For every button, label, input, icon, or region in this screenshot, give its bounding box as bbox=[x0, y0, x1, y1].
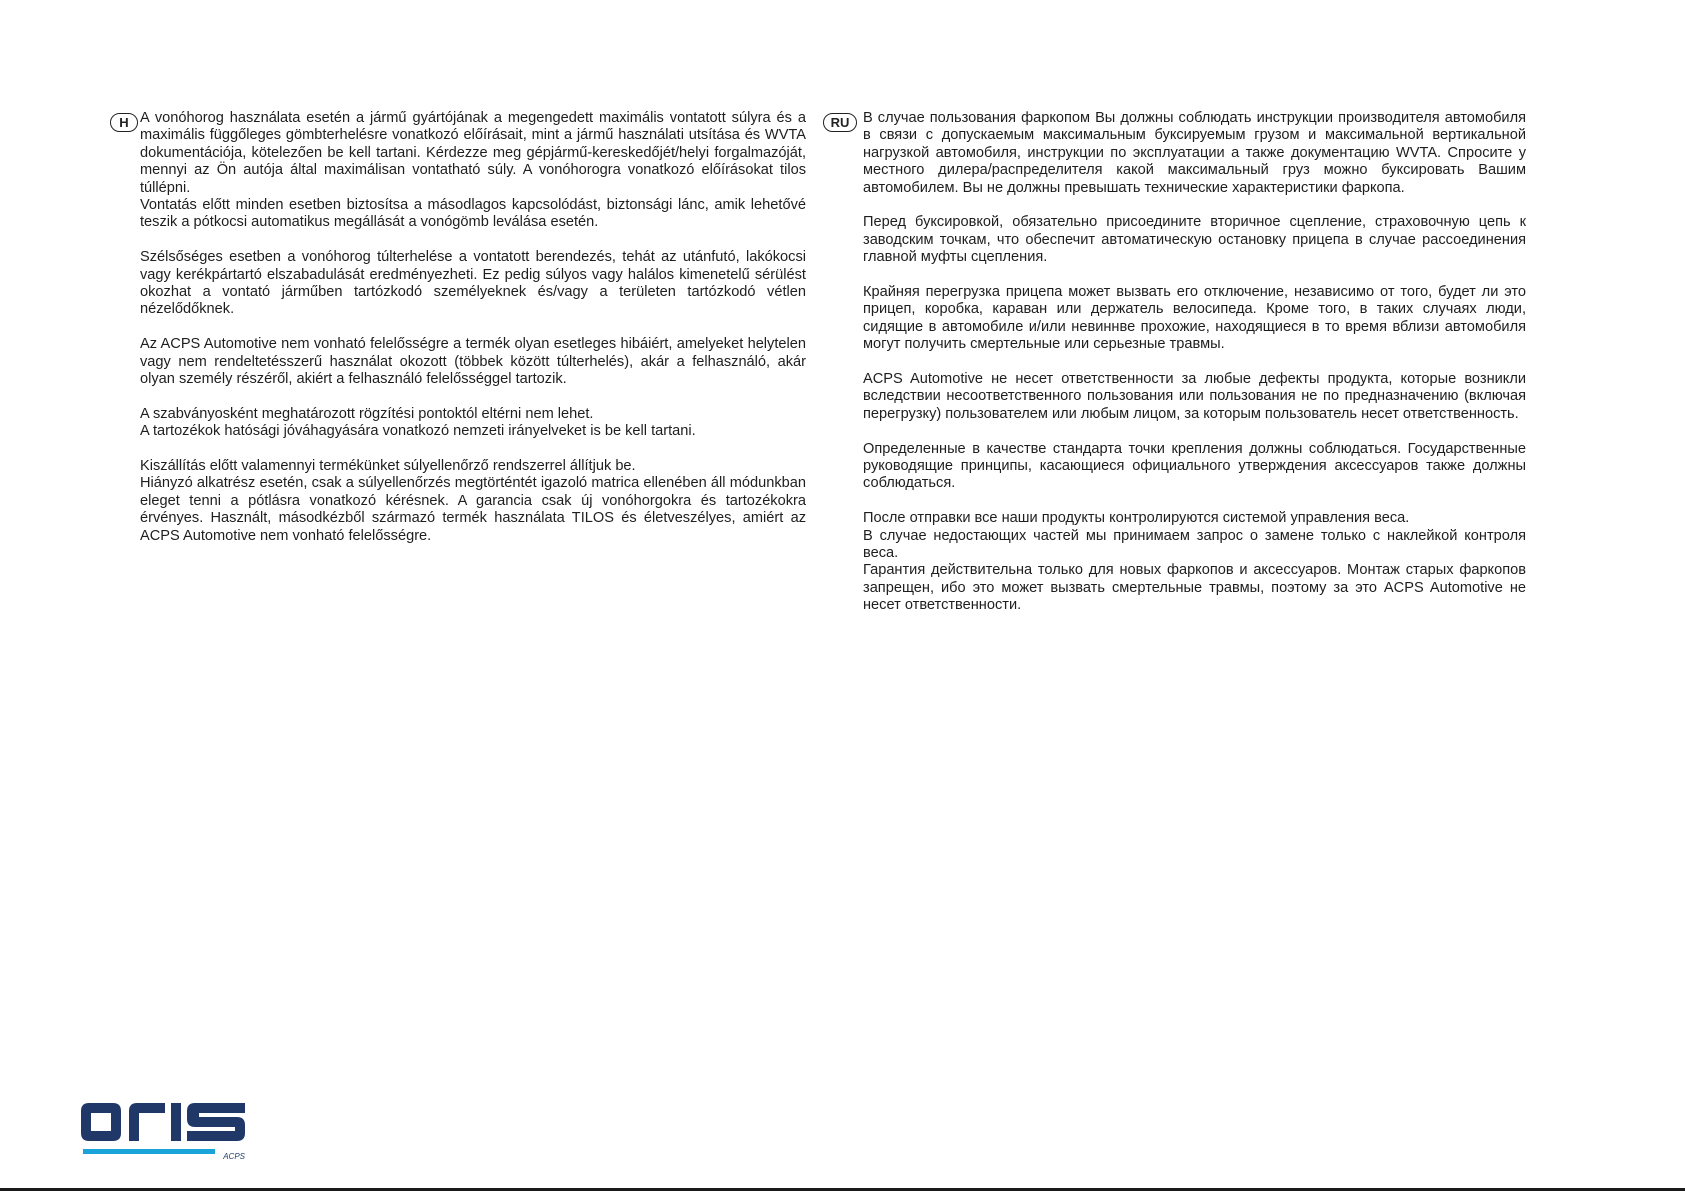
russian-section bbox=[830, 110, 1526, 632]
hungarian-section bbox=[119, 110, 806, 562]
ru-paragraph-2: Перед буксировкой, обязательно присоедините вторичное сцепление, страховочную цепь к заводским точкам, что обеспечит автоматическую остановку прицепа в случае рассоединения главной муфты сцепления. bbox=[863, 214, 1526, 266]
oris-wordmark bbox=[81, 1103, 245, 1141]
logo-accent-bar bbox=[83, 1149, 215, 1154]
hu-paragraph-3: Az ACPS Automotive nem vonható felelősségre a termék olyan esetleges hibáiért, amelyeket helytelen vagy nem rendeltetésszerű használat okozott (többek között túlterhelés), akár a felhasználó, akár olyan személy részéről, akiért a felhasználó felelősséggel tartozik. bbox=[140, 336, 806, 388]
hu-p5a: Kiszállítás előtt valamennyi termékünket súlyellenőrző rendszerrel állítjuk be. bbox=[140, 458, 636, 475]
ru-paragraph-5: Определенные в качестве стандарта точки крепления должны соблюдаться. Государственные руководящие принципы, касающиеся официального утверждения аксессуаров также должны соблюдаться. bbox=[863, 440, 1526, 492]
hu-paragraph-1 bbox=[140, 110, 806, 232]
ru-paragraph-1: В случае пользования фаркопом Вы должны соблюдать инструкции производителя автомобиля в связи с допускаемым максимальным буксируемым грузом и максимальной вертикальной нагрузкой автомобиля, инструкции по эксплуатации а также документацию WVTA. Спросите у местного дилера/распределителя какой максимальный груз можно буксировать Вашим автомобилем. Вы не должны превышать технические характеристики фаркопа. bbox=[863, 110, 1526, 196]
hu-p1b: Vontatás előtt minden esetben biztosítsa a másodlagos kapcsolódást, biztonsági lánc, amik lehetővé teszik a pótkocsi automatikus megállását a vonógömb leválása esetén. bbox=[140, 197, 806, 231]
ru-p6c: Гарантия действительна только для новых фаркопов и аксессуаров. Монтаж старых фаркопов запрещен, ибо это может вызвать смертельные травмы, поэтому за это ACPS Automotive не несет ответственности. bbox=[863, 562, 1526, 614]
ru-p6a: После отправки все наши продукты контролируются системой управления веса. bbox=[863, 510, 1410, 527]
hu-p1: A vonóhorog használata esetén a jármű gyártójának a megengedett maximális vontatott súlyra és a maximális függőleges gömbterhelésre vonatkozó előírásait, mint a jármű használati utsítása és WVTA dokumentációja, kötelezően be kell tartani. Kérdezze meg gépjármű-kereskedőjét/helyi forgalmazóját, mennyi az Ön autója által maximálisan vontatható súly. A vonóhorogra vonatkozó előírásokat tilos túllépni. bbox=[140, 110, 806, 196]
hu-paragraph-4 bbox=[140, 406, 806, 441]
oris-acps-logo bbox=[79, 1099, 249, 1161]
language-badge-ru: RU bbox=[823, 113, 857, 132]
hu-p4a: A szabványosként meghatározott rögzítési pontoktól eltérni nem lehet. bbox=[140, 405, 594, 422]
ru-paragraph-3: Крайняя перегрузка прицепа может вызвать его отключение, независимо от того, будет ли это прицеп, коробка, караван или держатель велосипеда. Кроме того, в таких случаях люди, сидящие в автомобиле и/или невиннве прохожие, находящиеся в то время вблизи автомобиля могут получить смертельные или серьезные травмы. bbox=[863, 284, 1526, 353]
ru-p6b: В случае недостающих частей мы принимаем запрос о замене только с наклейкой контроля веса. bbox=[863, 527, 1526, 562]
ru-paragraph-6 bbox=[863, 510, 1526, 614]
hu-p5b: Hiányzó alkatrész esetén, csak a súlyellenőrzés megtörténtét igazoló matrica ellenében áll módunkban eleget tenni a pótlásra vonatkozó kérésnek. A garancia csak új vonóhorgokra és tartozékokra érvényes. Használt, másodkézből származó termék használata TILOS és életveszélyes, amiért az ACPS Automotive nem vonható felelősségre. bbox=[140, 475, 806, 544]
language-badge-hu: H bbox=[110, 113, 138, 132]
ru-paragraph-4: ACPS Automotive не несет ответственности за любые дефекты продукта, которые возникли вследствии несоответственного пользования или пользования не по предназначению (включая перегрузку) пользователем или любым лицом, за которым пользователь несет ответственность. bbox=[863, 371, 1526, 422]
hu-p4b: A tartozékok hatósági jóváhagyására vonatkozó nemzeti irányelveket is be kell tartani. bbox=[140, 423, 696, 440]
hu-paragraph-5 bbox=[140, 458, 806, 545]
hu-paragraph-2: Szélsőséges esetben a vonóhorog túlterhelése a vontatott berendezés, tehát az utánfutó, lakókocsi vagy kerékpártartó elszabadulását eredményezheti. Ez pedig súlyos vagy halálos kimenetelű sérülést okozhat a vontató járműben tartózkodó személyeknek és/vagy a területen tartózkodó vétlen nézelődőknek. bbox=[140, 249, 806, 318]
logo-acps-text: ACPS bbox=[223, 1152, 245, 1161]
